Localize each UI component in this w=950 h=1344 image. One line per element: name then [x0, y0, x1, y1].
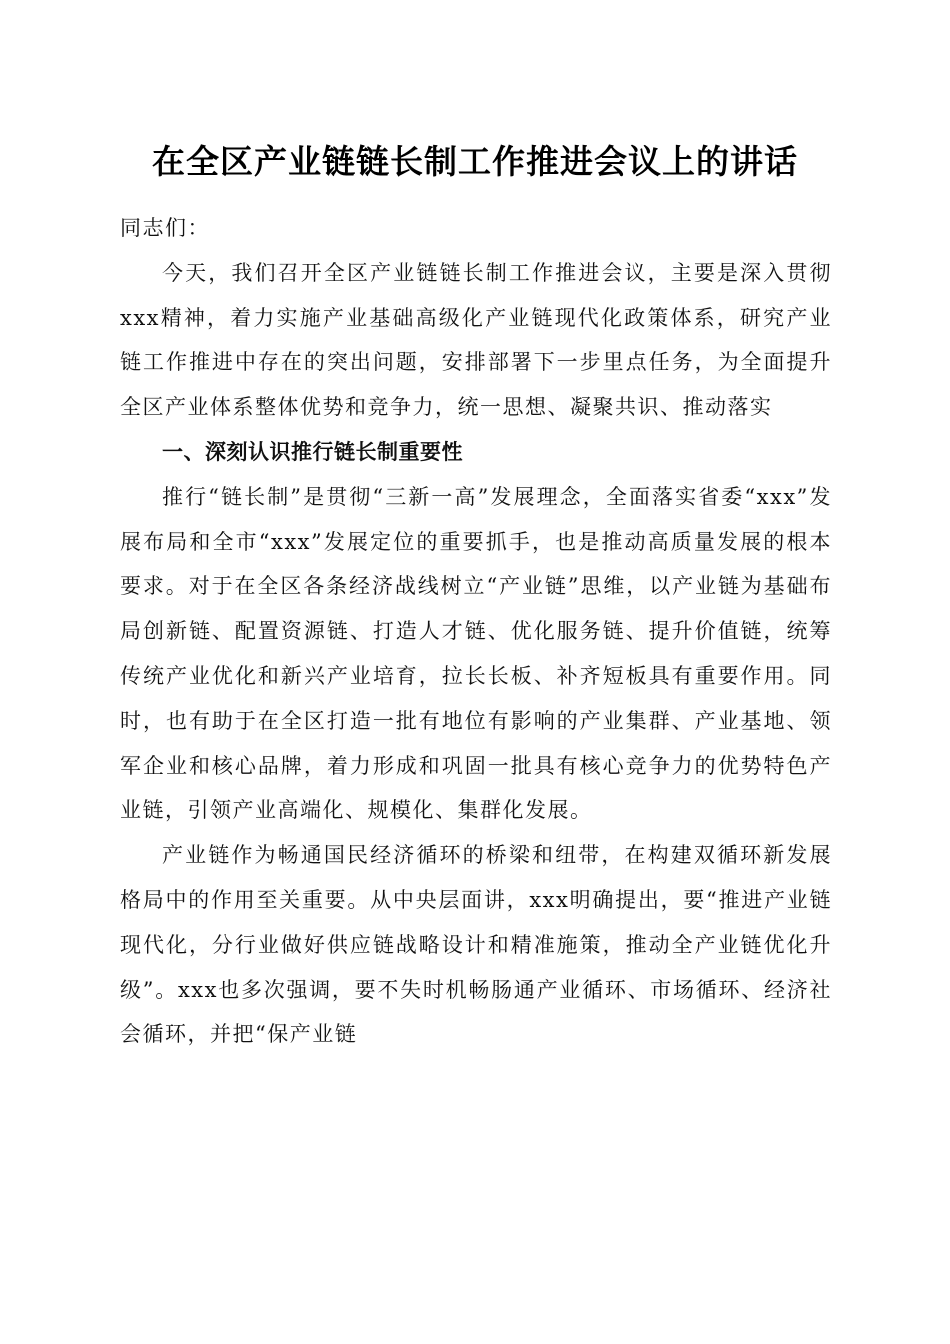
document-body	[120, 206, 832, 1057]
section-heading: 一、深刻认识推行链长制重要性	[162, 439, 463, 464]
salutation: 同志们：	[120, 216, 210, 240]
section-paragraph-2: 产业链作为畅通国民经济循环的桥梁和纽带，在构建双循环新发展格局中的作用至关重要。从中央层面讲，xxx明确提出，要“推进产业链现代化，分行业做好供应链战略设计和精准施策，推动全产业链优化升级”。xxx也多次强调，要不失时机畅肠通产业循环、市场循环、经济社会循环，并把“保产业链	[120, 843, 832, 1047]
section-paragraph-1: 推行“链长制”是贯彻“三新一高”发展理念，全面落实省委“xxx”发展布局和全市“xxx”发展定位的重要抓手，也是推动高质量发展的根本要求。对于在全区各条经济战线树立“产业链”思维，以产业链为基础布局创新链、配置资源链、打造人才链、优化服务链、提升价值链，统筹传统产业优化和新兴产业培育，拉长长板、补齐短板具有重要作用。同时，也有助于在全区打造一批有地位有影响的产业集群、产业基地、领军企业和核心品牌，着力形成和巩固一批具有核心竞争力的优势特色产业链，引领产业高端化、规模化、集群化发展。	[120, 484, 832, 823]
intro-paragraph: 今天，我们召开全区产业链链长制工作推进会议，主要是深入贯彻xxx精神，着力实施产业基础高级化产业链现代化政策体系，研究产业链工作推进中存在的突出问题，安排部署下一步里点任务，为全面提升全区产业体系整体优势和竞争力，统一思想、凝聚共识、推动落实	[120, 260, 832, 420]
document-title: 在全区产业链链长制工作推进会议上的讲话	[152, 142, 798, 181]
